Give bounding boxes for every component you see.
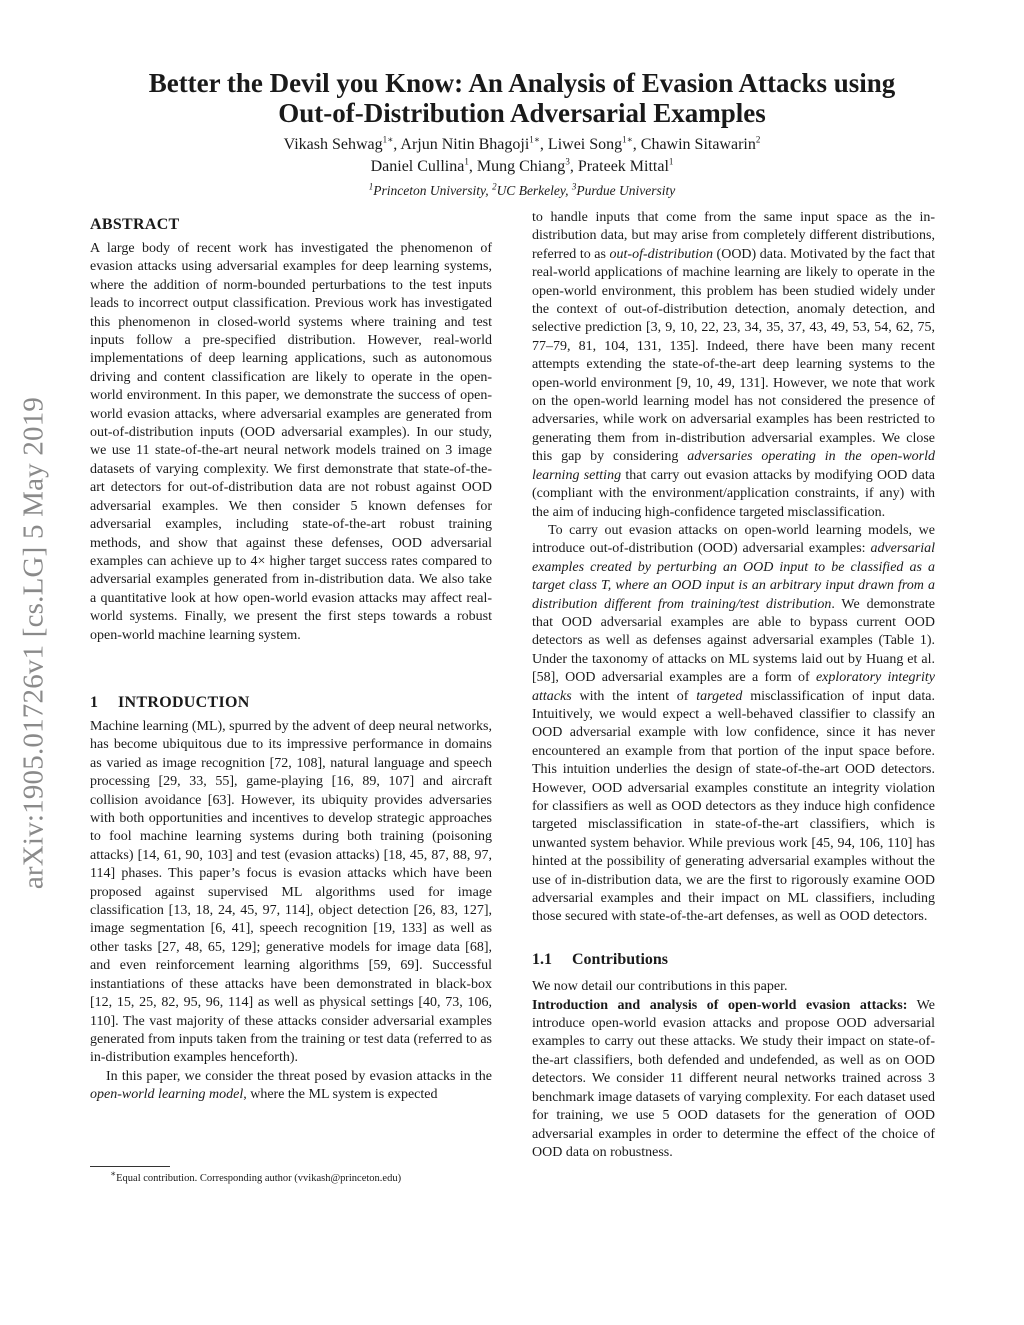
introduction-heading [90, 694, 250, 712]
intro-paragraph-1: Machine learning (ML), spurred by the advent of deep neural networks, has become ubiquitous due to its impressive performance in domains as varied as image recognition [72, 108], natural language and speech processing [29, 33, 55], game-playing [16, 89, 107] and aircraft collision avoidance [63]. However, its ubiquity provides adversaries with both opportunities and incentives to develop strategic approaches to fool machine learning systems during both training (poisoning attacks) [14, 61, 90, 103] and test (evasion attacks) [18, 45, 87, 88, 97, 114] phases. This paper’s focus is evasion attacks which have been proposed against supervised ML algorithms used for image classification [13, 18, 24, 45, 97, 114], object detection [26, 83, 127], image segmentation [6, 41], speech recognition [19, 133] as well as other tasks [27, 48, 65, 129]; generative models for image data [68], and even reinforcement learning algorithms [59, 69]. Successful instantiations of these attacks have been demonstrated in black-box [12, 15, 25, 82, 95, 96, 114] as well as physical settings [40, 73, 106, 110]. The vast majority of these attacks consider adversarial examples generated from inputs taken from the training or test data (referred to as in-distribution examples henceforth). [90, 719, 492, 1066]
text-run: that carry out evasion attacks by modifying OOD data (compliant with the environment/application constraints, if any) with the aim of inducing high-confidence targeted misclassification. [532, 467, 935, 520]
text-run: misclassification of input data. Intuitively, we would expect a well-behaved classifier to classify an OOD adversarial example with low confidence, since it has never encountered an example from that portion of the input space before. This intuition underlies the design of state-of-the-art OOD detectors. However, OOD adversarial examples constitute an integrity violation for classifiers as well as OOD detectors as they induce high confidence targeted misclassification in state-of-the-art classifiers, which is unwanted system behavior. While previous work [45, 94, 106, 110] has hinted at the possibility of generating adversarial examples without the use of in-distribution data, we are the first to rigorously examine OOD adversarial examples and their impact on ML classifiers, including those secured with state-of-the-art defenses, as well as OOD detectors. [532, 688, 935, 925]
subsection-number: 1.1 [532, 950, 552, 968]
author-affiliation-mark: 1∗ [622, 134, 633, 145]
affiliation-mark: 1 [368, 181, 374, 192]
text-run: In this paper, we consider the threat posed by evasion attacks in the [106, 1068, 492, 1084]
emphasis: adversarial examples created by perturbing an OOD input to be classified as a target class T, where an OOD input is an arbitrary input drawn from a distribution different from training/test distribution [532, 541, 935, 612]
author-affiliation-mark: 2 [755, 134, 761, 145]
footnote [90, 1168, 492, 1186]
text-run: , where the ML system is expected [243, 1087, 438, 1103]
author-list [80, 134, 964, 178]
author-affiliation-mark: 1 [464, 156, 469, 167]
abstract-body [90, 240, 492, 645]
title-line-2: Out-of-Distribution Adversarial Examples [278, 98, 766, 128]
intro-paragraph-2-continued: to handle inputs that come from the same input space as the in-distribution data, but may arise from completely different distributions, referred to as out-of-distribution (OOD) data. Motivated by the fact that real-world applications of machine learning are likely to operate in the open-world environment, this problem has been studied widely under the context of out-of-distribution detection, anomaly detection, and selective prediction [3, 9, 10, 22, 23, 34, 35, 37, 43, 49, 53, 54, 62, 75, 77–79, 81, 104, 131, 135]. Indeed, there have been many recent attempts extending the state-of-the-art deep learning systems to the open-world environment [9, 10, 49, 131]. However, we note that work on the open-world learning model has not considered the presence of adversaries, while work on adversarial examples has been restricted to generating them from in-distribution adversarial examples. We close this gap by considering adversaries operating in the open-world learning setting that carry out evasion attacks by modifying OOD data (compliant with the environment/application constraints, if any) with the aim of inducing high-confidence targeted misclassification. [532, 210, 936, 520]
affiliation-mark: 2 [492, 181, 497, 192]
affiliation-name: Princeton University, [373, 183, 489, 198]
affiliations [80, 183, 964, 199]
arxiv-identifier-stamp [4, 353, 64, 933]
contributions-heading [532, 951, 935, 969]
author-name: Mung Chiang [476, 158, 566, 175]
author-name: Chawin Sitawarin [640, 136, 756, 153]
title-line-1: Better the Devil you Know: An Analysis of Evasion Attacks using [148, 68, 896, 98]
affiliation-name: Purdue University [576, 183, 676, 198]
introduction-body-left [90, 718, 492, 1105]
author-affiliation-mark: 3 [565, 156, 570, 167]
affiliation-mark: 3 [571, 181, 577, 192]
footnote-divider [90, 1166, 170, 1167]
emphasis: open-world learning model [90, 1087, 244, 1103]
emphasis: exploratory integrity attacks [532, 670, 935, 704]
emphasis: out-of-distribution [609, 246, 713, 262]
emphasis: targeted [696, 688, 743, 704]
section-number: 1 [90, 694, 99, 711]
emphasis: adversaries operating in the open-world learning setting [532, 449, 936, 483]
author-name: Arjun Nitin Bhagoji [400, 136, 530, 153]
section-title: INTRODUCTION [118, 694, 250, 711]
text-run: To carry out evasion attacks on open-world learning models, we introduce out-of-distribution (OOD) adversarial examples: [532, 522, 935, 557]
subsection-title: Contributions [572, 950, 669, 968]
contribution-item-text: We introduce open-world evasion attacks and propose OOD adversarial examples to carry out these attacks. We study their impact on state-of-the-art classifiers, both defended and undefended, as well as on OOD detectors. We consider 11 different neural networks trained across 3 benchmark image datasets of varying complexity. For each dataset used for training, we use 5 OOD datasets for the generation of OOD adversarial examples in order to determine the effect of the choice of OOD data on robustness. [532, 997, 935, 1160]
footnote-text: Equal contribution. Corresponding author (vvikash@princeton.edu) [116, 1173, 402, 1184]
text-run: with the intent of [571, 688, 697, 704]
abstract-heading: ABSTRACT [90, 216, 180, 233]
author-name: Prateek Mittal [577, 158, 669, 175]
arxiv-identifier: arXiv:1905.01726v1 [cs.LG] 5 May 2019 [17, 396, 50, 890]
author-line-1: Vikash Sehwag$^{1∗}$, Arjun Nitin Bhagoji$^{1∗}$, Liwei Song$^{1∗}$, Chawin Sitawarin$^2$ [283, 134, 761, 153]
author-name: Daniel Cullina [370, 158, 465, 175]
affiliation-name: UC Berkeley, [496, 183, 569, 198]
author-affiliation-mark: 1 [668, 156, 674, 167]
text-run: . We demonstrate that OOD adversarial examples are able to bypass current OOD detectors as well as defenses against adversarial examples (Table 1). Under the taxonomy of attacks on ML systems laid out by Huang et al. [58], OOD adversarial examples are a form of [532, 596, 935, 686]
right-column [532, 209, 935, 1162]
intro-paragraph-3 [532, 522, 935, 927]
author-name: Vikash Sehwag [283, 136, 383, 153]
author-name: Liwei Song [547, 136, 623, 153]
contribution-item-1 [532, 997, 935, 1163]
abstract-paragraph: A large body of recent work has investigated the phenomenon of evasion attacks using adversarial examples for deep learning systems, where the addition of norm-bounded perturbations to the test inputs leads to incorrect output classification. Previous work has investigated this phenomenon in closed-world systems where training and test inputs follow a pre-specified distribution. However, real-world implementations of deep learning applications, such as autonomous driving and content classification are likely to operate in the open-world environment. In this paper, we demonstrate the success of open-world evasion attacks, where adversarial examples are generated from out-of-distribution inputs (OOD adversarial examples). In our study, we use 11 state-of-the-art neural network models trained on 3 image datasets of varying complexity. We first demonstrate that state-of-the-art detectors for out-of-distribution data are not robust against OOD adversarial examples. We then consider 5 known defenses for adversarial examples, including state-of-the-art robust training methods, and show that against these defenses, OOD adversarial examples can achieve up to 4× higher target success rates compared to adversarial examples generated from in-distribution data. We also take a quantitative look at how open-world evasion attacks may affect real-world systems. Finally, we present the first steps towards a robust open-world machine learning system. [90, 241, 492, 643]
author-line-2: Daniel Cullina$^1$, Mung Chiang$^3$, Prateek Mittal$^1$ [370, 156, 674, 175]
author-affiliation-mark: 1∗ [529, 134, 540, 145]
footnote-mark: ∗ [110, 1168, 117, 1179]
author-affiliation-mark: 1∗ [382, 134, 394, 145]
contribution-item-title: Introduction and analysis of open-world evasion attacks: [532, 997, 908, 1013]
contributions-intro: We now detail our contributions in this paper. [532, 979, 788, 995]
paper-title [80, 68, 964, 128]
intro-paragraph-2-start [90, 1068, 492, 1105]
